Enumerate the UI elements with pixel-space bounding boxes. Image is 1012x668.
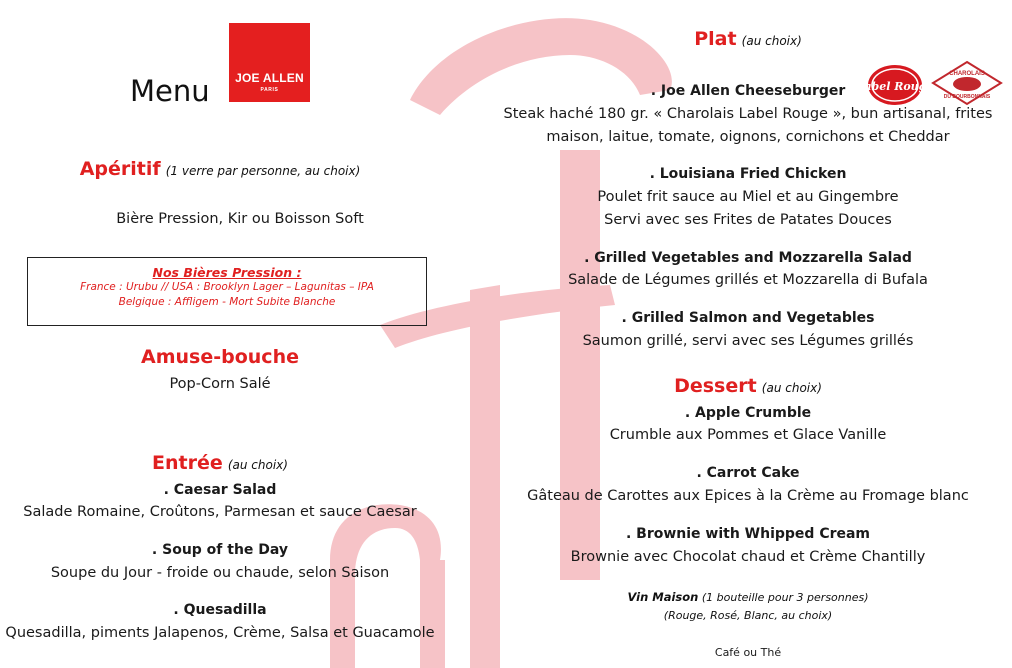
aperitif-section [20,158,420,180]
beer-box-line: France : Urubu // USA : Brooklyn Lager – Lagunitas – IPA [80,281,374,293]
charolais-top-text: CHAROLAIS [949,71,985,77]
aperitif-title: Apéritif [79,158,161,180]
plat-item-name: . Grilled Salmon and Vegetables [621,310,875,326]
plat-item-name: . Joe Allen Cheeseburger [650,83,846,99]
amuse-text: Pop-Corn Salé [169,376,271,392]
plat-item-desc: Salade de Légumes grillés et Mozzarella di Bufala [568,272,928,288]
plat-item-desc: Steak haché 180 gr. « Charolais Label Rouge », bun artisanal, frites [503,106,993,122]
logo-name: JOE ALLEN [235,71,304,85]
wine-note: (1 bouteille pour 3 personnes) [701,591,869,604]
plat-note: (au choix) [741,34,802,48]
entree-title: Entrée [152,452,223,474]
aperitif-note: (1 verre par personne, au choix) [165,164,361,178]
amuse-section [20,346,420,368]
beer-box-title: Nos Bières Pression : [152,265,302,280]
plat-item-name: . Grilled Vegetables and Mozzarella Salad [584,250,912,266]
plat-item-name: . Louisiana Fried Chicken [649,166,847,182]
label-rouge-text: Label Rouge [856,80,934,93]
aperitif-text: Bière Pression, Kir ou Boisson Soft [116,211,364,227]
plat-item-desc: Servi avec ses Frites de Patates Douces [604,212,892,228]
plat-title: Plat [694,28,737,50]
dessert-item-name: . Brownie with Whipped Cream [625,526,871,542]
beer-box-line: Belgique : Affligem - Mort Subite Blanche [118,296,336,308]
dessert-item-desc: Brownie avec Chocolat chaud et Crème Chantilly [570,549,926,565]
joe-allen-logo [229,23,310,102]
entree-item-name: . Quesadilla [173,602,267,618]
entree-section [20,452,420,474]
dessert-item-name: . Carrot Cake [696,465,800,481]
amuse-title: Amuse-bouche [141,346,299,368]
entree-item-desc: Salade Romaine, Croûtons, Parmesan et sauce Caesar [23,504,417,520]
entree-note: (au choix) [227,458,288,472]
wine-label: Vin Maison [627,590,699,604]
entree-item-name: . Soup of the Day [151,542,289,558]
wine-line [548,590,948,604]
menu-title: Menu [130,74,210,108]
entree-item-name: . Caesar Salad [163,482,277,498]
entree-item-desc: Quesadilla, piments Jalapenos, Crème, Salsa et Guacamole [5,625,435,641]
dessert-item-desc: Crumble aux Pommes et Glace Vanille [609,427,887,443]
dessert-item-name: . Apple Crumble [684,405,812,421]
logo-city: PARIS [260,87,279,93]
beer-box [27,257,427,326]
dessert-title: Dessert [674,375,757,397]
charolais-bottom-text: DU BOURBONNAIS [943,94,991,100]
dessert-note: (au choix) [761,381,822,395]
plat-item-desc: maison, laitue, tomate, oignons, cornichons et Cheddar [546,129,950,145]
entree-item-desc: Soupe du Jour - froide ou chaude, selon Saison [50,565,390,581]
plat-item-desc: Poulet frit sauce au Miel et au Gingembre [597,189,899,205]
dessert-item-desc: Gâteau de Carottes aux Epices à la Crème au Fromage blanc [527,488,969,504]
plat-item-desc: Saumon grillé, servi avec ses Légumes grillés [582,333,914,349]
coffee-text: Café ou Thé [714,646,782,659]
plat-section [548,28,948,50]
dessert-section [548,375,948,397]
wine-choices: (Rouge, Rosé, Blanc, au choix) [663,609,833,622]
